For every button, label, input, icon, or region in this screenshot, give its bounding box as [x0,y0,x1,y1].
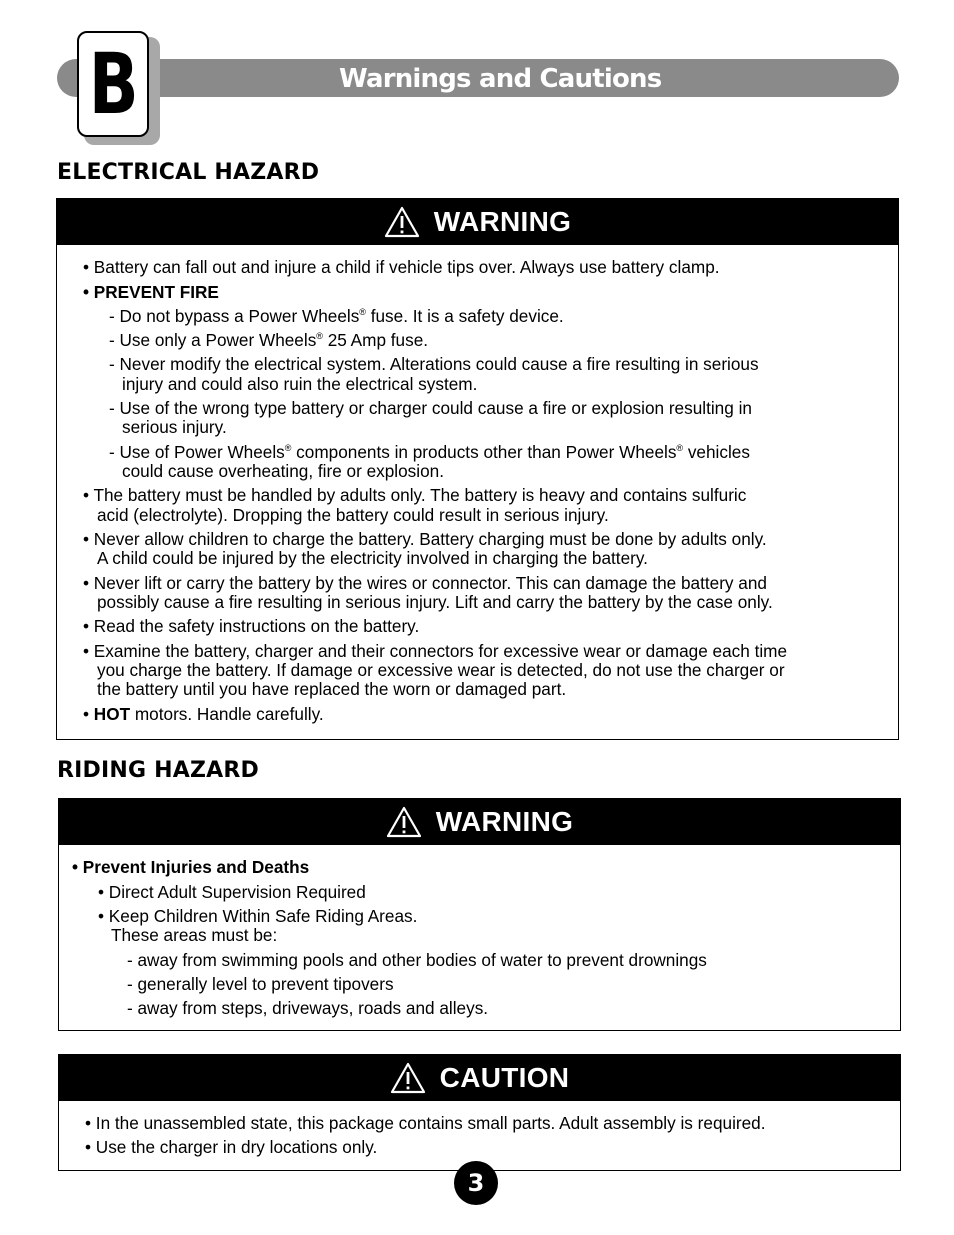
riding-warning-header [59,799,900,845]
list-item: • Keep Children Within Safe Riding Areas. [98,906,418,926]
list-item: - Do not bypass a Power Wheels® fuse. It is a safety device. [109,306,564,326]
list-item-continuation: serious injury. [122,417,227,437]
list-item-continuation: could cause overheating, fire or explosion. [122,461,444,481]
list-item: - away from steps, driveways, roads and alleys. [127,998,489,1018]
page-number: 3 [454,1161,498,1205]
electrical-warning-header [57,199,898,245]
caution-header [59,1055,900,1101]
list-item-continuation: acid (electrolyte). Dropping the battery could result in serious injury. [97,505,609,525]
list-item: • In the unassembled state, this package contains small parts. Adult assembly is required. [85,1113,766,1133]
list-item-continuation: possibly cause a fire resulting in serious injury. Lift and carry the battery by the case only. [97,592,773,612]
list-item-continuation: you charge the battery. If damage or excessive wear is detected, do not use the charger or [97,660,785,680]
list-item-continuation: injury and could also ruin the electrical system. [122,374,478,394]
list-item: - Use of the wrong type battery or charger could cause a fire or explosion resulting in [109,398,752,418]
prevent-injuries-heading: • Prevent Injuries and Deaths [72,857,310,877]
list-item-continuation: These areas must be: [111,925,278,945]
warning-triangle-icon [386,806,422,838]
list-item: - Never modify the electrical system. Alterations could cause a fire resulting in serious [109,354,759,374]
page-title: Warnings and Cautions [339,64,662,94]
list-item: • Read the safety instructions on the battery. [83,616,420,636]
list-item: • Never lift or carry the battery by the wires or connector. This can damage the battery and [83,573,767,593]
list-item: • Never allow children to charge the battery. Battery charging must be done by adults only. [83,529,767,549]
list-item-continuation: A child could be injured by the electricity involved in charging the battery. [97,548,648,568]
warning-triangle-icon [384,206,420,238]
list-item: - generally level to prevent tipovers [127,974,394,994]
list-item: • Examine the battery, charger and their connectors for excessive wear or damage each time [83,641,788,661]
list-item: • The battery must be handled by adults only. The battery is heavy and contains sulfuric [83,485,747,505]
list-item: - Use only a Power Wheels® 25 Amp fuse. [109,330,429,350]
list-item: • Use the charger in dry locations only. [85,1137,378,1157]
warning-triangle-icon [390,1062,426,1094]
list-item: - away from swimming pools and other bodies of water to prevent drownings [127,950,707,970]
list-item: • HOT motors. Handle carefully. [83,704,324,724]
list-item-continuation: the battery until you have replaced the worn or damaged part. [97,679,567,699]
list-item: • Battery can fall out and injure a child if vehicle tips over. Always use battery clamp. [83,257,720,277]
list-item: • Direct Adult Supervision Required [98,882,366,902]
caution-label: CAUTION [439,1062,570,1093]
prevent-fire-heading: • PREVENT FIRE [83,282,219,302]
electrical-hazard-heading: ELECTRICAL HAZARD [57,160,320,185]
section-tab-letter: B [88,35,138,133]
riding-hazard-heading: RIDING HAZARD [57,758,259,783]
warning-label: WARNING [435,806,574,837]
list-item: - Use of Power Wheels® components in products other than Power Wheels® vehicles [109,442,750,462]
warning-label: WARNING [433,206,572,237]
